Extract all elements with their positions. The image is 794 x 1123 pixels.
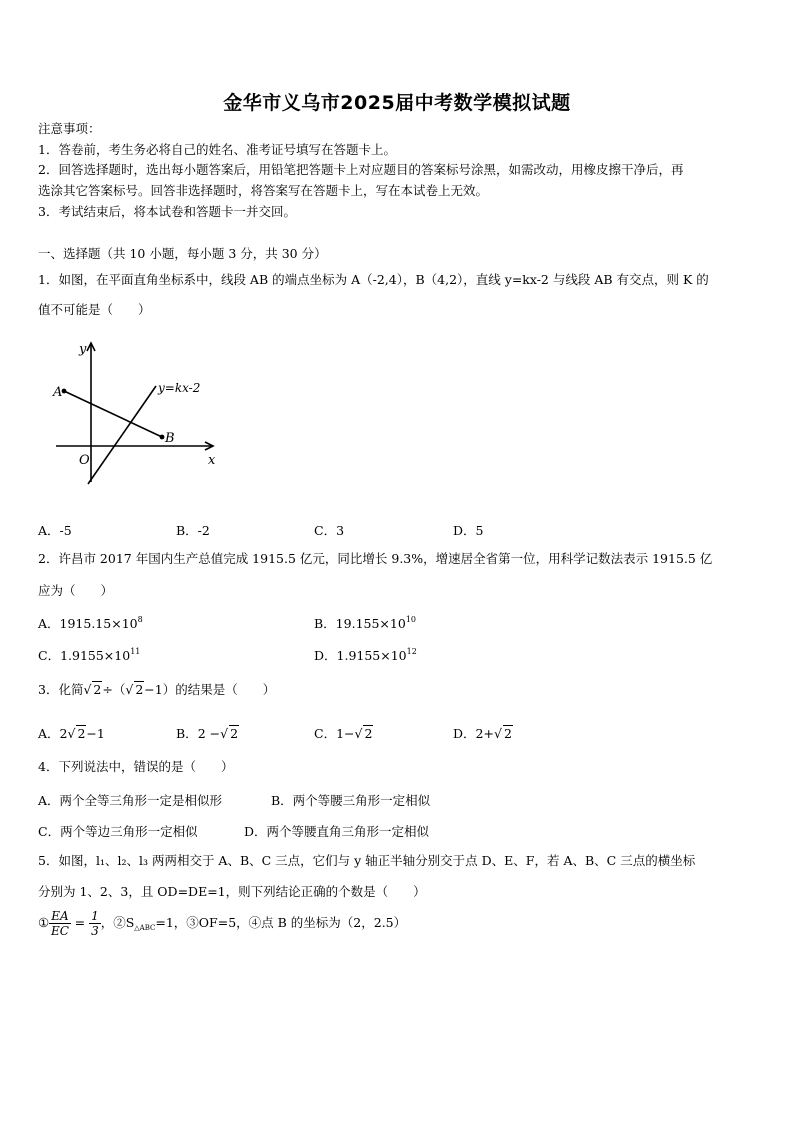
section-heading: 一、选择题（共 10 小题，每小题 3 分，共 30 分） [38,246,327,261]
line-label: y=kx-2 [158,381,201,395]
q5-conclusions: ① $\frac{EA}{EC}$ = $\frac{1}{3}$ ，$②S_{\triangle ABC}=1$，③OF=5，④点 B 的坐标为（2，2.5） [38,909,407,938]
notice-item-2: 2．回答选择题时，选出每小题答案后，用铅笔把答题卡上对应题目的答案标号涂黑，如需改动，用橡皮擦干净后，再 [38,162,684,177]
q4-stem: 4．下列说法中，错误的是（ ） [38,759,234,774]
q4-option-c: C．两个等边三角形一定相似 [38,824,198,839]
fraction-one-third: $\frac{1}{3}$ [91,909,99,938]
notice-item-1: 1．答卷前，考生务必将自己的姓名、准考证号填写在答题卡上。 [38,142,396,157]
q4-option-d: D．两个等腰直角三角形一定相似 [244,824,430,839]
q4-option-a: A．两个全等三角形一定是相似形 [38,793,223,808]
notice-item-3: 3．考试结束后，将本试卷和答题卡一并交回。 [38,204,296,219]
notice-item-2-cont: 选涂其它答案标号。回答非选择题时，将答案写在答题卡上，写在本试卷上无效。 [38,183,489,198]
page-title: 金华市义乌市2025届中考数学模拟试题 [223,92,571,114]
q2-option-d: D．$1.9155\times 10^{12}$ [314,647,417,663]
q1-figure [52,336,227,488]
q2-option-b: B．$19.155\times 10^{10}$ [314,615,416,631]
q5-stem-line1: 5．如图，l₁、l₂、l₃ 两两相交于 A、B、C 三点，它们与 y 轴正半轴分别交于点 D、E、F，若 A、B、C 三点的横坐标 [38,853,696,868]
q3-stem: 3．化简√ 2÷（√ 2−1）的结果是（ ） [38,682,276,697]
q3-option-a: A．2√ 2−1 [38,726,105,741]
q2-stem-line1: 2．许昌市 2017 年国内生产总值完成 1915.5 亿元，同比增长 9.3%，增速居全省第一位，用科学记数法表示 1915.5 亿 [38,551,713,566]
q3-option-d: D．2+√ 2 [453,726,512,741]
q1-option-c: C．3 [314,523,345,538]
q3-option-b: B．2 −√ 2 [176,726,239,741]
x-label: x [208,453,216,468]
point-b [160,435,165,440]
fraction-ea-ec: $\frac{EA}{EC}$ [50,909,69,938]
line-y-kx-2 [88,386,156,484]
q1-option-d: D．5 [453,523,484,538]
q4-option-b: B．两个等腰三角形一定相似 [271,793,431,808]
q5-stem-line2: 分别为 1、2、3，且 OD=DE=1，则下列结论正确的个数是（ ） [38,884,426,899]
y-label: y [79,342,87,357]
q1-stem-line1: 1．如图，在平面直角坐标系中，线段 AB 的端点坐标为 A（-2,4），B（4,2），直线 y=kx-2 与线段 AB 有交点，则 K 的 [38,272,709,287]
q2-stem-line2: 应为（ ） [38,583,114,598]
q1-option-b: B．-2 [176,523,210,538]
point-b-label: B [165,431,175,446]
q1-option-a: A．-5 [38,523,72,538]
point-a-label: A [53,385,63,400]
notice-heading: 注意事项： [38,121,101,136]
q2-option-a: A．$1915.15\times 10^8$ [38,615,143,631]
q3-option-c: C．1−√ 2 [314,726,373,741]
origin-label: O [79,453,90,468]
q1-stem-line2: 值不可能是（ ） [38,302,151,317]
q2-option-c: C．$1.9155\times 10^{11}$ [38,647,141,663]
